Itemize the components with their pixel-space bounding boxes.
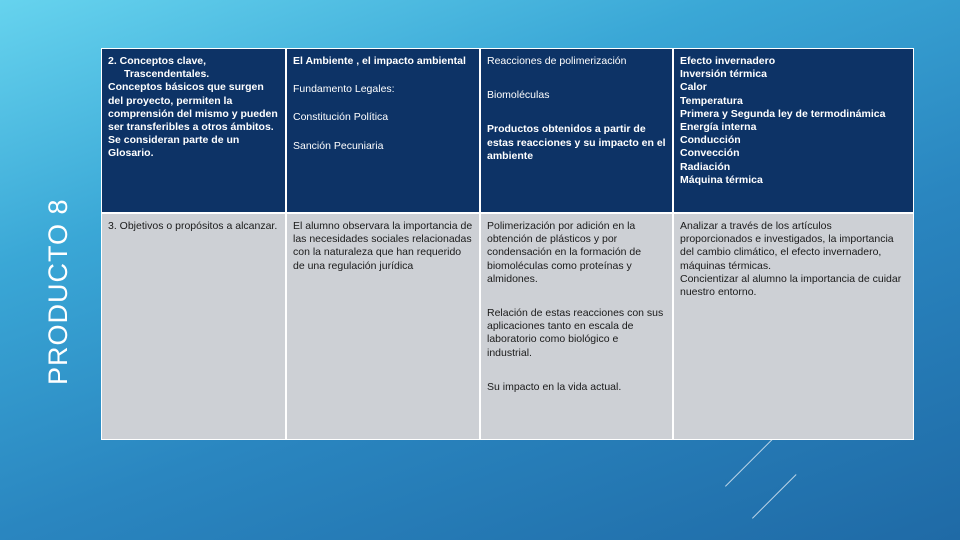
concepts-subheading: Trascendentales. <box>124 68 210 81</box>
awareness-objective: Concientizar al alumno la importancia de cuidar nuestro entorno. <box>680 272 902 299</box>
concept-convection: Convección <box>680 147 740 160</box>
body-cell-polymerization <box>480 213 673 440</box>
header-cell-polymerization <box>480 48 673 213</box>
concept-radiation: Radiación <box>680 160 731 173</box>
concept-thermal-inversion: Inversión térmica <box>680 68 767 81</box>
products-impact: Productos obtenidos a partir de estas reacciones y su impacto en el ambiente <box>487 123 666 162</box>
biomolecules: Biomoléculas <box>487 89 550 102</box>
content-table <box>101 48 914 440</box>
pecuniary-sanction: Sanción Pecuniaria <box>293 139 384 152</box>
side-title: PRODUCTO 8 <box>43 198 73 385</box>
concept-thermal-machine: Máquina térmica <box>680 173 763 186</box>
header-cell-thermal <box>673 48 914 213</box>
concepts-description: Conceptos básicos que surgen del proyecto, permiten la comprensión del mismo y pueden ser transferibles a otros ámbitos. <box>108 81 278 134</box>
decorative-line-2 <box>752 474 797 519</box>
header-cell-concepts <box>101 48 286 213</box>
concepts-heading: 2. Conceptos clave, <box>108 55 207 67</box>
body-cell-thermal <box>673 213 914 440</box>
concept-conduction: Conducción <box>680 134 741 147</box>
concept-temperature: Temperatura <box>680 94 743 107</box>
polymerization-objective: Polimerización por adición en la obtención de plásticos y por condensación en la formación de biomoléculas como proteínas y almidones. <box>487 220 642 285</box>
concept-greenhouse: Efecto invernadero <box>680 55 776 67</box>
applications-objective: Relación de estas reacciones con sus aplicaciones tanto en escala de laboratorio como biológico e industrial. <box>487 307 664 359</box>
analysis-objective: Analizar a través de los artículos proporcionados e investigados, la importancia del cambio climático, el efecto invernadero, máquinas térmicas. <box>680 220 894 272</box>
concepts-glossary-note: Se consideran parte de un Glosario. <box>108 134 240 160</box>
impact-objective: Su impacto en la vida actual. <box>487 380 622 393</box>
legal-foundations: Fundamento Legales: <box>293 83 395 96</box>
objectives-text: 3. Objetivos o propósitos a alcanzar. <box>108 220 278 232</box>
political-constitution: Constitución Política <box>293 111 389 124</box>
concept-thermodynamics-laws: Primera y Segunda ley de termodinámica <box>680 107 886 120</box>
header-cell-environment <box>286 48 480 213</box>
environment-topic: El Ambiente , el impacto ambiental <box>293 55 466 67</box>
body-cell-objectives <box>101 213 286 440</box>
polymerization-reactions: Reacciones de polimerización <box>487 55 627 67</box>
environment-objective: El alumno observara la importancia de las necesidades sociales relacionadas con la naturaleza que han requerido de una regulación jurídica <box>293 220 473 272</box>
concept-internal-energy: Energía interna <box>680 121 757 134</box>
concept-heat: Calor <box>680 81 707 94</box>
body-cell-environment <box>286 213 480 440</box>
